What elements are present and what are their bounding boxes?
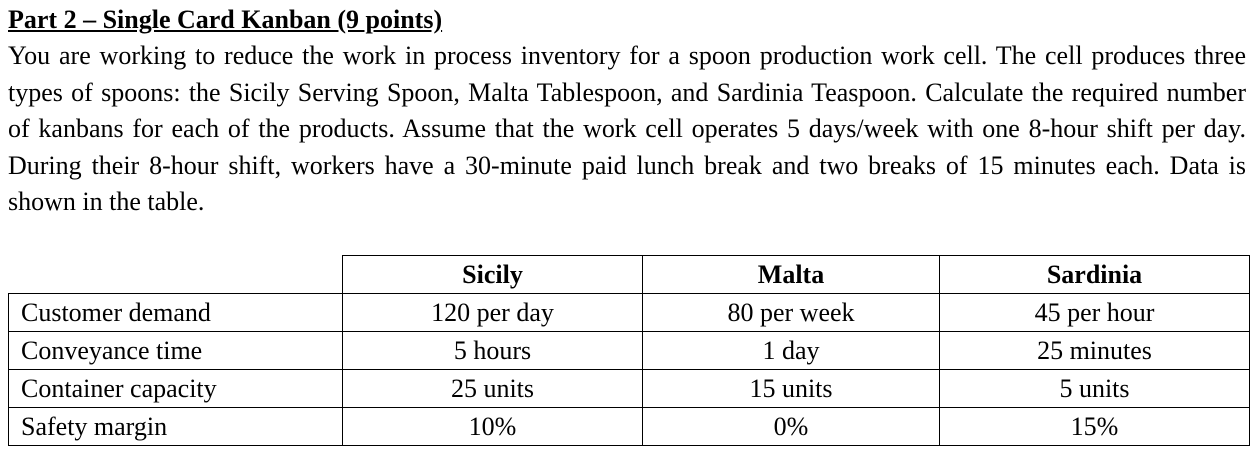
row-label-conveyance-time: Conveyance time [9, 332, 343, 370]
table-cell: 120 per day [343, 294, 643, 332]
problem-statement: You are working to reduce the work in process inventory for a spoon production work cell. The cell produces three types of spoons: the Sicily Serving Spoon, Malta Tablespoon, and Sardinia Teaspoon. Calculate the required number of kanbans for each of the products. Assume that the work cell operates 5 days/week with one 8-hour shift per day. During their 8-hour shift, workers have a 30-minute paid lunch break and two breaks of 15 minutes each. Data is shown in the table. [8, 41, 1246, 217]
table-header-row [9, 256, 1250, 294]
column-header-sicily: Sicily [343, 256, 643, 294]
data-table [8, 255, 1250, 446]
row-label-customer-demand: Customer demand [9, 294, 343, 332]
table-corner-cell [9, 256, 343, 294]
table-row [9, 294, 1250, 332]
table-cell: 25 minutes [940, 332, 1250, 370]
table-cell: 80 per week [643, 294, 940, 332]
row-label-safety-margin: Safety margin [9, 408, 343, 446]
table-cell: 5 hours [343, 332, 643, 370]
section-heading: Part 2 – Single Card Kanban (9 points) [8, 5, 443, 34]
table-cell: 45 per hour [940, 294, 1250, 332]
table-cell: 5 units [940, 370, 1250, 408]
table-cell: 15 units [643, 370, 940, 408]
table-row [9, 332, 1250, 370]
column-header-sardinia: Sardinia [940, 256, 1250, 294]
row-label-container-capacity: Container capacity [9, 370, 343, 408]
table-cell: 25 units [343, 370, 643, 408]
table-cell: 15% [940, 408, 1250, 446]
table-cell: 0% [643, 408, 940, 446]
table-row [9, 370, 1250, 408]
table-cell: 1 day [643, 332, 940, 370]
table-row [9, 408, 1250, 446]
column-header-malta: Malta [643, 256, 940, 294]
table-cell: 10% [343, 408, 643, 446]
